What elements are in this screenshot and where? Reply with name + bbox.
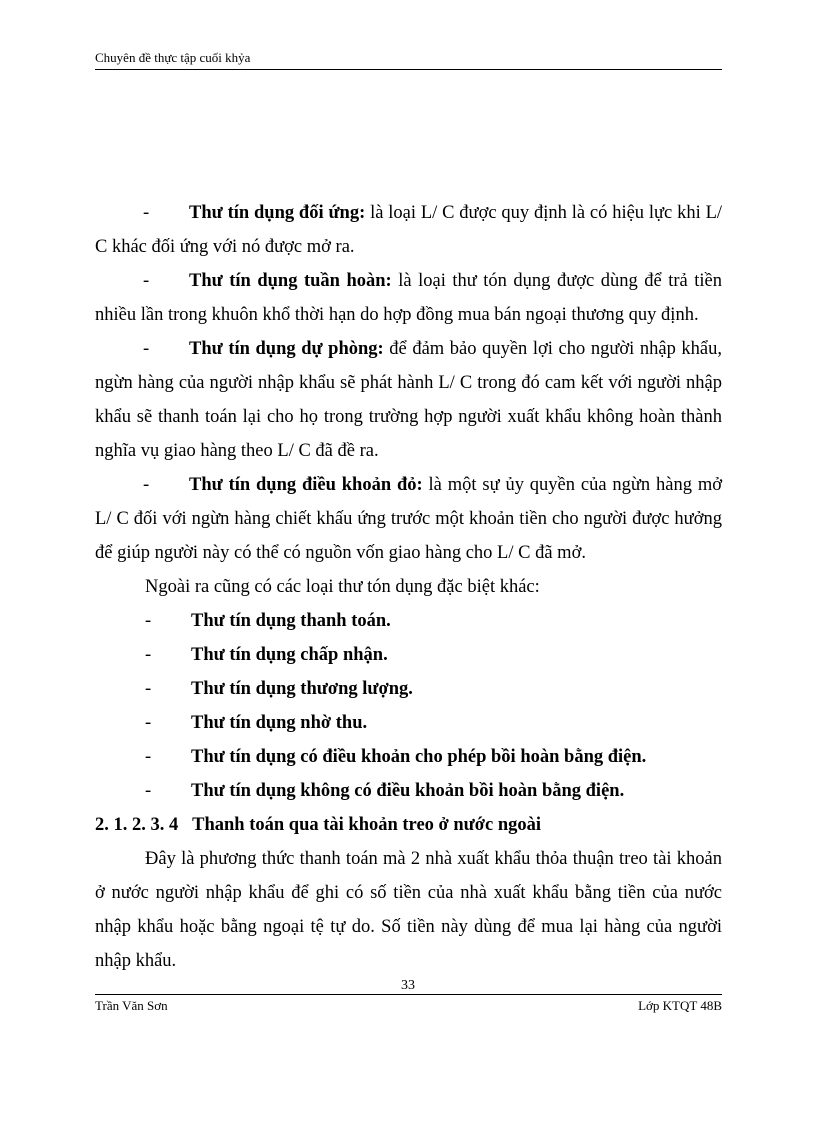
header-title: Chuyên đề thực tập cuối khỷa <box>95 50 251 65</box>
list-item <box>95 638 722 672</box>
term: Thư tín dụng điều khoản đỏ: <box>189 475 423 495</box>
list-item <box>95 706 722 740</box>
paragraph-tuan-hoan <box>95 264 722 332</box>
list-item <box>95 740 722 774</box>
definition: là loại thư tón dụng được dùng để trả tiền nhiều lần trong khuôn khổ thời hạn do hợp đồng mua bán ngoại thương quy định. <box>95 271 722 325</box>
bullet-dash: - <box>145 645 152 665</box>
page-number: 33 <box>401 978 415 993</box>
bullet-dash: - <box>145 679 152 699</box>
list-item <box>95 774 722 808</box>
section-body: Đây là phương thức thanh toán mà 2 nhà xuất khẩu thỏa thuận treo tài khoản ở nước người nhập khẩu để ghi có số tiền của nhà xuất khẩu bằng tiền của nước nhập khẩu hoặc bằng ngoại tệ tự do. Số tiền này dùng để mua lại hàng của người nhập khẩu. <box>95 849 722 971</box>
bullet-dash: - <box>143 271 150 291</box>
definition: là một sự ủy quyền của ngừn hàng mở L/ C đối với ngừn hàng chiết khấu ứng trước một khoản tiền cho người được hưởng để giúp người này có thể có nguồn vốn giao hàng cho L/ C đã mở. <box>95 475 722 563</box>
page-header <box>95 50 722 70</box>
term: Thư tín dụng tuần hoàn: <box>189 271 392 291</box>
bullet-dash: - <box>143 339 150 359</box>
paragraph-doi-ung <box>95 196 722 264</box>
list-item-text: Thư tín dụng thanh toán. <box>191 611 391 631</box>
list-item <box>95 672 722 706</box>
bullet-dash: - <box>143 203 150 223</box>
paragraph-du-phong <box>95 332 722 468</box>
list-item-text: Thư tín dụng thương lượng. <box>191 679 413 699</box>
bullet-dash: - <box>145 713 152 733</box>
intro-paragraph: Ngoài ra cũng có các loại thư tón dụng đặc biệt khác: <box>145 577 540 597</box>
list-item-text: Thư tín dụng nhờ thu. <box>191 713 368 733</box>
footer-author: Trần Văn Sơn <box>95 998 168 1013</box>
bullet-dash: - <box>145 747 152 767</box>
page-footer <box>95 994 722 1014</box>
list-item-text: Thư tín dụng chấp nhận. <box>191 645 388 665</box>
bullet-dash: - <box>145 611 152 631</box>
bullet-dash: - <box>143 475 150 495</box>
term: Thư tín dụng đối ứng: <box>189 203 366 223</box>
document-body <box>95 196 722 978</box>
list-item-text: Thư tín dụng có điều khoản cho phép bồi hoàn bằng điện. <box>191 747 647 767</box>
definition: là loại L/ C được quy định là có hiệu lực khi L/ C khác đối ứng với nó được mở ra. <box>95 203 723 257</box>
section-heading <box>95 808 722 842</box>
paragraph-dieu-khoan-do <box>95 468 722 570</box>
section-number: 2. 1. 2. 3. 4 <box>95 815 179 835</box>
list-item <box>95 604 722 638</box>
list-item-text: Thư tín dụng không có điều khoản bồi hoàn bằng điện. <box>191 781 625 801</box>
definition: để đảm bảo quyền lợi cho người nhập khẩu, ngừn hàng của người nhập khẩu sẽ phát hành L/ C trong đó cam kết với người nhập khẩu sẽ thanh toán lại cho họ trong trường hợp người xuất khẩu không hoàn thành nghĩa vụ giao hàng theo L/ C đã đề ra. <box>95 339 722 461</box>
term: Thư tín dụng dự phòng: <box>189 339 384 359</box>
bullet-dash: - <box>145 781 152 801</box>
section-title: Thanh toán qua tài khoản treo ở nước ngoài <box>192 815 542 835</box>
footer-class: Lớp KTQT 48B <box>638 998 722 1013</box>
